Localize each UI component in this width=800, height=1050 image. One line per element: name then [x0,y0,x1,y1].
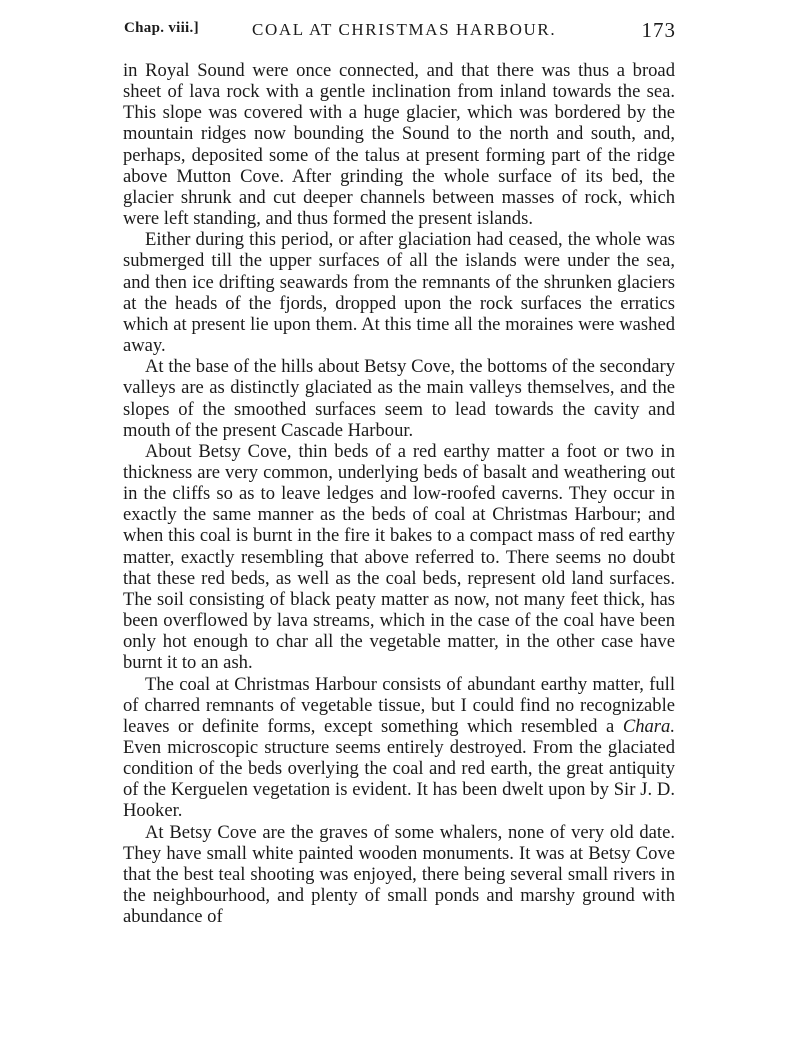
italic-genus-name: Chara. [622,715,675,737]
body-text [123,60,675,927]
running-head [124,18,676,46]
page-number: 173 [641,18,676,42]
paragraph-text: The coal at Christmas Harbour consists of abundant earthy matter, full of charred remnants of vegetable tissue, but I could find no recognizable leaves or definite forms, except something which resembled a [123,673,675,737]
paragraph: At Betsy Cove are the graves of some whalers, none of very old date. They have small white painted wooden monuments. It was at Betsy Cove that the best teal shooting was enjoyed, there being several small rivers in the neighbourhood, and plenty of small ponds and marshy ground with abundance of [123,821,675,928]
paragraph-text: Even microscopic structure seems entirely destroyed. From the glaciated condition of the beds overlying the coal and red earth, the great antiquity of the Kerguelen vegetation is evident. It has been dwelt upon by Sir J. D. Hooker. [123,737,675,822]
chapter-label: Chap. viii.] [124,20,199,36]
paragraph: At the base of the hills about Betsy Cove, the bottoms of the secondary valleys are as distinctly glaciated as the main valleys themselves, and the slopes of the smoothed surfaces seem to lead towards the cavity and mouth of the present Cascade Harbour. [123,356,675,441]
paragraph: Either during this period, or after glaciation had ceased, the whole was submerged till the upper surfaces of all the islands were under the sea, and then ice drifting seawards from the remnants of the shrunken glaciers at the heads of the fjords, dropped upon the rock surfaces the erratics which at present lie upon them. At this time all the moraines were washed away. [123,229,675,357]
paragraph-continued: in Royal Sound were once connected, and that there was thus a broad sheet of lava rock with a gentle inclination from inland towards the sea. This slope was covered with a huge glacier, which was bordered by the mountain ridges now bounding the Sound to the north and south, and, perhaps, deposited some of the talus at present forming part of the ridge above Mutton Cove. After grinding the whole surface of its bed, the glacier shrunk and cut deeper channels between masses of rock, which were left standing, and thus formed the present islands. [123,60,675,230]
running-title: COAL AT CHRISTMAS HARBOUR. [252,20,557,39]
paragraph: About Betsy Cove, thin beds of a red earthy matter a foot or two in thickness are very common, underlying beds of basalt and weathering out in the cliffs so as to leave ledges and low-roofed caverns. They occur in exactly the same manner as the beds of coal at Christmas Harbour; and when this coal is burnt in the fire it bakes to a compact mass of red earthy matter, exactly resembling that above referred to. There seems no doubt that these red beds, as well as the coal beds, represent old land surfaces. The soil consisting of black peaty matter as now, not many feet thick, has been overflowed by lava streams, which in the case of the coal have been only hot enough to char all the vegetable matter, in the other case have burnt it to an ash. [123,440,675,674]
paragraph [123,674,675,822]
